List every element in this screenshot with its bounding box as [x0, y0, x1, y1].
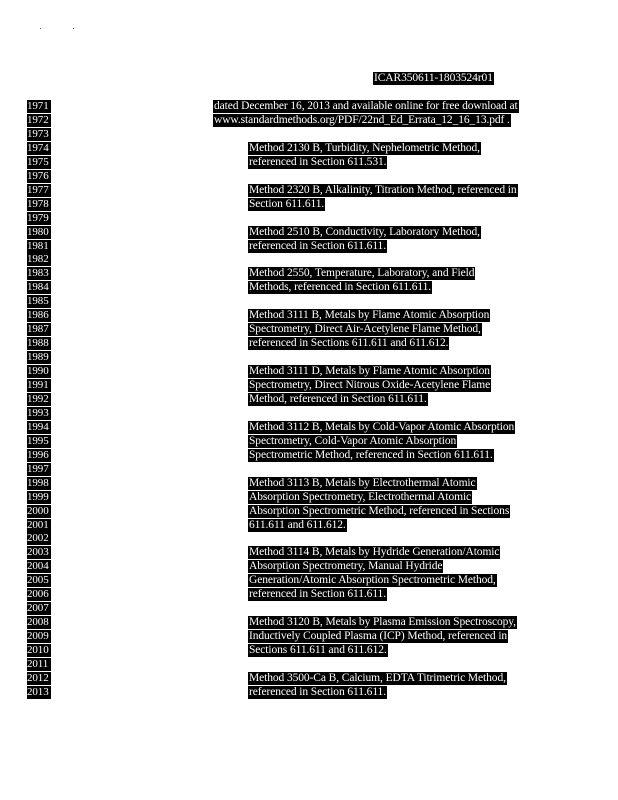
method-line: Spectrometry, Direct Nitrous Oxide-Acetylene Flame: [249, 379, 491, 391]
line-number: 1981: [27, 240, 51, 253]
intro-line: www.standardmethods.org/PDF/22nd_Ed_Errata_12_16_13.pdf .: [214, 114, 510, 126]
method-line: Method 2510 B, Conductivity, Laboratory Method,: [249, 226, 480, 238]
line-number: 1987: [27, 323, 51, 336]
line-number: 2005: [27, 574, 51, 587]
method-line: Method 2550, Temperature, Laboratory, and Field: [249, 267, 475, 279]
line-number: 2003: [27, 546, 51, 559]
line-number: 1971: [27, 100, 51, 113]
method-line: referenced in Section 611.611.: [249, 588, 386, 600]
line-number: 1974: [27, 142, 51, 155]
method-line: Method 3113 B, Metals by Electrothermal Atomic: [249, 477, 476, 489]
line-number: 2002: [27, 532, 51, 545]
method-line: Section 611.611.: [249, 198, 325, 210]
method-line: Method 3114 B, Metals by Hydride Generation/Atomic: [249, 546, 500, 558]
line-number: 1998: [27, 477, 51, 490]
method-line: Spectrometric Method, referenced in Section 611.611.: [249, 449, 493, 461]
method-line: Method 2130 B, Turbidity, Nephelometric Method,: [249, 142, 480, 154]
line-number: 2012: [27, 672, 51, 685]
line-number: 1991: [27, 379, 51, 392]
method-line: referenced in Sections 611.611 and 611.612.: [249, 337, 449, 349]
line-number: 1973: [27, 128, 51, 141]
line-number: 1989: [27, 351, 51, 364]
method-line: referenced in Section 611.611.: [249, 686, 386, 698]
line-number: 1980: [27, 226, 51, 239]
method-line: Method, referenced in Section 611.611.: [249, 393, 427, 405]
method-line: Sections 611.611 and 611.612.: [249, 644, 387, 656]
method-line: Method 2320 B, Alkalinity, Titration Method, referenced in: [249, 184, 517, 196]
method-line: Method 3111 B, Metals by Flame Atomic Absorption: [249, 309, 490, 321]
line-number: 1975: [27, 156, 51, 169]
method-line: Method 3111 D, Metals by Flame Atomic Absorption: [249, 365, 490, 377]
line-number: 2000: [27, 505, 51, 518]
line-number: 1985: [27, 295, 51, 308]
line-number: 2001: [27, 519, 51, 532]
method-line: Method 3112 B, Metals by Cold-Vapor Atomic Absorption: [249, 421, 515, 433]
line-number: 2007: [27, 602, 51, 615]
line-number: 1997: [27, 463, 51, 476]
method-line: Spectrometry, Direct Air-Acetylene Flame Method,: [249, 323, 481, 335]
method-line: referenced in Section 611.611.: [249, 240, 386, 252]
line-number: 1976: [27, 170, 51, 183]
line-number: 1978: [27, 198, 51, 211]
line-number: 2010: [27, 644, 51, 657]
line-number: 1977: [27, 184, 51, 197]
method-line: Method 3500-Ca B, Calcium, EDTA Titrimetric Method,: [249, 672, 506, 684]
method-line: Method 3120 B, Metals by Plasma Emission Spectroscopy,: [249, 616, 516, 628]
method-line: Absorption Spectrometry, Manual Hydride: [249, 560, 443, 572]
document-id: ICAR350611-1803524r01: [374, 72, 493, 84]
method-line: Inductively Coupled Plasma (ICP) Method, referenced in: [249, 630, 508, 642]
line-number: 2009: [27, 630, 51, 643]
line-number: 1996: [27, 449, 51, 462]
method-line: Generation/Atomic Absorption Spectrometric Method,: [249, 574, 496, 586]
method-line: 611.611 and 611.612.: [249, 519, 346, 531]
line-number: 2004: [27, 560, 51, 573]
line-number: 1993: [27, 407, 51, 420]
line-number: 2011: [27, 658, 51, 671]
scan-speck: [73, 28, 74, 29]
method-line: Absorption Spectrometry, Electrothermal Atomic: [249, 491, 472, 503]
method-line: referenced in Section 611.531.: [249, 156, 387, 168]
line-number: 2013: [27, 686, 51, 699]
intro-line: dated December 16, 2013 and available online for free download at: [214, 100, 518, 112]
line-number: 1972: [27, 114, 51, 127]
line-number: 1994: [27, 421, 51, 434]
line-number: 2008: [27, 616, 51, 629]
scan-speck: [40, 28, 41, 29]
line-number: 1982: [27, 253, 51, 266]
method-line: Methods, referenced in Section 611.611.: [249, 281, 432, 293]
line-number: 1990: [27, 365, 51, 378]
line-number: 1992: [27, 393, 51, 406]
line-number: 1983: [27, 267, 51, 280]
line-number: 1986: [27, 309, 51, 322]
method-line: Absorption Spectrometric Method, referenced in Sections: [249, 505, 510, 517]
line-number: 1984: [27, 281, 51, 294]
line-number: 1979: [27, 212, 51, 225]
line-number: 1988: [27, 337, 51, 350]
line-number: 2006: [27, 588, 51, 601]
line-number: 1995: [27, 435, 51, 448]
method-line: Spectrometry, Cold-Vapor Atomic Absorption: [249, 435, 457, 447]
line-number: 1999: [27, 491, 51, 504]
